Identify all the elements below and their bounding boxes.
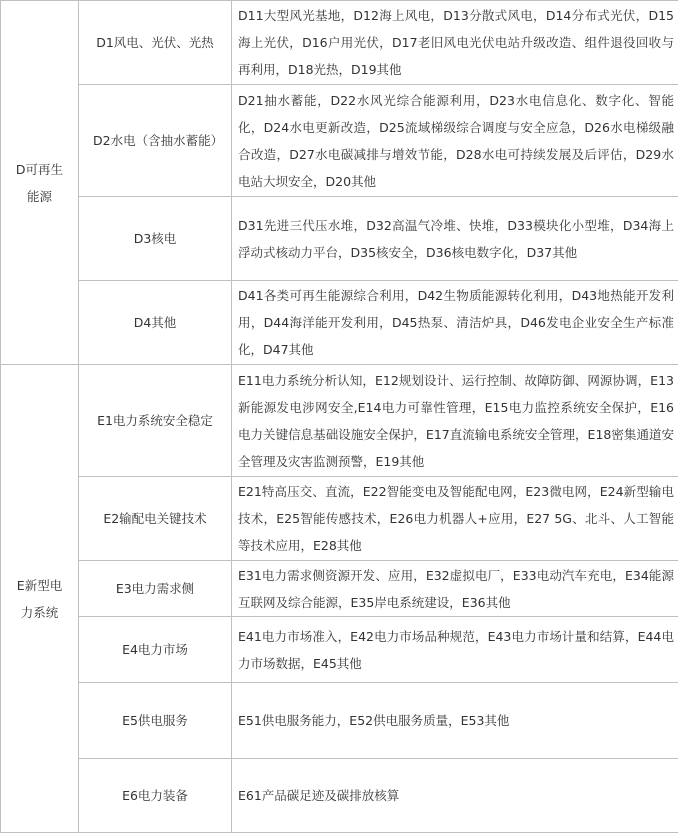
subcategory-cell: E1电力系统安全稳定 [79,365,232,477]
table-row [1,365,678,477]
table-row [1,683,678,759]
table-row [1,617,678,683]
subcategory-cell: E5供电服务 [79,683,232,759]
description-cell: E41电力市场准入，E42电力市场品种规范，E43电力市场计量和结算，E44电力市场数据，E45其他 [232,617,678,683]
subcategory-cell: E6电力装备 [79,759,232,833]
table-row [1,759,678,833]
subcategory-cell: E2输配电关键技术 [79,477,232,561]
description-cell: D11大型风光基地，D12海上风电，D13分散式风电，D14分布式光伏，D15海上光伏，D16户用光伏，D17老旧风电光伏电站升级改造、组件退役回收与再利用，D18光热，D19其他 [232,1,678,85]
description-cell: D41各类可再生能源综合利用，D42生物质能源转化利用，D43地热能开发利用，D44海洋能开发利用，D45热泵、清洁炉具，D46发电企业安全生产标准化，D47其他 [232,281,678,365]
description-cell: E11电力系统分析认知，E12规划设计、运行控制、故障防御、网源协调，E13新能源发电涉网安全,E14电力可靠性管理，E15电力监控系统安全保护，E16电力关键信息基础设施安全保护，E17直流输电系统安全管理，E18密集通道安全管理及灾害监测预警，E19其他 [232,365,678,477]
table-row [1,477,678,561]
description-cell: E51供电服务能力，E52供电服务质量，E53其他 [232,683,678,759]
table-row [1,197,678,281]
description-cell: E31电力需求侧资源开发、应用，E32虚拟电厂，E33电动汽车充电，E34能源互联网及综合能源，E35岸电系统建设，E36其他 [232,561,678,617]
subcategory-cell: E3电力需求侧 [79,561,232,617]
category-cell: D可再生能源 [1,1,79,365]
subcategory-cell: D2水电（含抽水蓄能） [79,85,232,197]
category-cell: E新型电力系统 [1,365,79,833]
subcategory-cell: E4电力市场 [79,617,232,683]
description-cell: E21特高压交、直流，E22智能变电及智能配电网，E23微电网，E24新型输电技术，E25智能传感技术，E26电力机器人+应用，E27 5G、北斗、人工智能等技术应用，E28其他 [232,477,678,561]
table-row [1,1,678,85]
description-cell: E61产品碳足迹及碳排放核算 [232,759,678,833]
table-row [1,85,678,197]
table-row [1,281,678,365]
subcategory-cell: D3核电 [79,197,232,281]
subcategory-cell: D4其他 [79,281,232,365]
description-cell: D21抽水蓄能，D22水风光综合能源利用，D23水电信息化、数字化、智能化，D24水电更新改造，D25流域梯级综合调度与安全应急，D26水电梯级融合改造，D27水电碳减排与增效节能，D28水电可持续发展及后评估，D29水电站大坝安全，D20其他 [232,85,678,197]
description-cell: D31先进三代压水堆，D32高温气冷堆、快堆，D33模块化小型堆，D34海上浮动式核动力平台，D35核安全，D36核电数字化，D37其他 [232,197,678,281]
subcategory-cell: D1风电、光伏、光热 [79,1,232,85]
table-row [1,561,678,617]
